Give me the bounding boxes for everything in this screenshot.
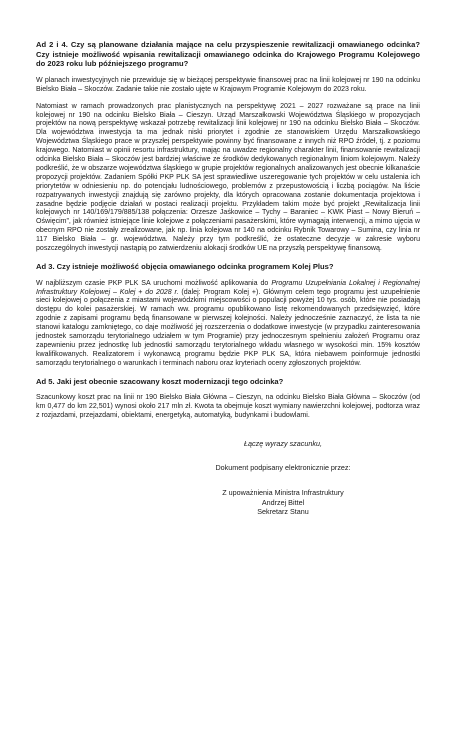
answer-ad-2-4-paragraph-1: W planach inwestycyjnych nie przewiduje się w bieżącej perspektywie finansowej prac na linii kolejowej nr 190 na odcinku Bielsko Biała – Skoczów. Zadanie takie nie zostało ujęte w Krajowym Programie Kolejowym do 2023 roku. — [36, 76, 420, 93]
question-ad-5: Ad 5. Jaki jest obecnie szacowany koszt modernizacji tego odcinka? — [36, 376, 284, 386]
e-signature-note: Dokument podpisany elektronicznie przez: — [215, 462, 351, 472]
signature-authority: Z upoważnienia Ministra Infrastruktury — [222, 488, 344, 498]
answer-ad-3 — [36, 280, 420, 369]
closing-greeting: Łączę wyrazy szacunku, — [244, 438, 322, 448]
program-name-italic: Programu Uzupełniania Lokalnej i Regionalnej Infrastruktury Kolejowej – Kolej + do 2028 r. — [36, 279, 420, 296]
answer-ad-5: Szacunkowy koszt prac na linii nr 190 Bielsko Biała Główna – Cieszyn, na odcinku Bielsko Biała Główna – Skoczów (od km 0,477 do km 22,501) wynosi około 217 mln zł. Kwota ta obejmuje koszt wymiany nawierzchni kolejowej, podtorza wraz z rozjazdami, przejazdami, obiektami, energetyką, automatyką, budynkami i budowlami. — [36, 394, 420, 420]
signature-title: Sekretarz Stanu — [257, 507, 309, 517]
answer-ad-3-text-start: W najbliższym czasie PKP PLK SA uruchomi możliwość aplikowania do — [36, 279, 272, 287]
signature-block — [36, 488, 420, 517]
signature-name: Andrzej Bittel — [261, 497, 305, 507]
answer-ad-2-4-paragraph-2: Natomiast w ramach prowadzonych prac planistycznych na perspektywę 2021 – 2027 rozważane są prace na linii kolejowej nr 190 na odcinku Bielsko Biała – Cieszyn. Urząd Marszałkowski Województwa Śląskiego w propozycjach projektów na nową perspektywę wskazał potrzebę rewitalizacji linii kolejowej nr 190 na odcinku Bielsko Biała – Skoczów. Dla województwa inwestycja ta ma jednak niski priorytet i zgodnie ze stanowiskiem Urzędu Marszałkowskiego Województwa Śląskiego prace w przyszłej perspektywie powinny być finansowane z innych niż RPO źródeł, tj. z poziomu krajowego. Natomiast w opinii resortu infrastruktury, mając na uwadze regionalny charakter linii, finansowanie rewitalizacji odcinka Bielsko Biała – Skoczów jest bardziej właściwe ze środków dedykowanych regionalnym liniom kolejowym. Należy podkreślić, że w obszarze województwa śląskiego w grupie projektów regionalnych analizowanych jest obecnie kilkanaście propozycji projektów. Zadaniem Spółki PKP PLK SA jest sprawiedliwe uszeregowanie tych projektów w celu ustalenia ich priorytetów w odniesieniu np. do potencjału ludnościowego, problemów z przepustowością i liczbą pociągów. Na liście rozpatrywanych inwestycji znajdują się zarówno projekty, dla których opracowana zostanie dokumentacja projektowa i zasadne będzie podjęcie działań w postaci realizacji projektu. Przykładem takim może być projekt „Rewitalizacja linii kolejowych nr 140/169/179/885/138 połączenia: Orzesze Jaśkowice – Tychy – Baraniec – KWK Piast – Nowy Bieruń – Oświęcim”, jak również istniejące linie kolejowe z połączeniami pasażerskimi, które wymagają interwencji, a mimo ujęcia w obecnym RPO nie zostały zrealizowane, jak np. linia kolejowa nr 140 na odcinku Rybnik Towarowy – Sumina, czy linia nr 117 Bielsko Biała – gr. województwa. Należy przy tym podkreślić, że ostateczne decyzje w zakresie wyboru poszczególnych inwestycji nastąpią po zatwierdzeniu alokacji środków UE na przyszłą perspektywę finansową. — [36, 102, 420, 253]
answer-ad-3-text-rest: (dalej: Program Kolej +). Głównym celem tego programu jest uzupełnienie sieci kolejowej o połączenia z miastami wojewódzkimi miejscowości o populacji powyżej 10 tys. osób, które nie posiadają dostępu do kolei pasażerskiej. W ramach ww. programu opublikowano listę rekomendowanych przedsięwzięć, które zgodnie z zapisami programu będą finansowane w pierwszej kolejności. Należy jednocześnie zaznaczyć, że lista ta nie stanowi katalogu zamkniętego, co daje możliwość jej rozszerzenia o dodatkowe inwestycje (w przypadku zainteresowania jednostek samorządu terytorialnego udziałem w tym Programie) przy jednoczesnym spełnieniu założeń Programu oraz zapewnieniu przez jednostkę lub jednostki samorządu terytorialnego wkładu własnego w wysokości min. 15% kosztów kwalifikowanych. Realizatorem i wykonawcą programu będzie PKP PLK SA, która niebawem poinformuje jednostki samorządu terytorialnego o warunkach i terminach naboru oraz kryteriach oceny zgłoszonych projektów. — [36, 288, 420, 367]
closing-block — [36, 439, 420, 472]
question-ad-2-4: Ad 2 i 4. Czy są planowane działania mające na celu przyspieszenie rewitalizacji omawianego odcinka? Czy istnieje możliwość wpisania rewitalizacji omawianego odcinka do Krajowego Programu Kolejowego do 2023 roku lub późniejszego programu? — [36, 40, 420, 69]
question-ad-3: Ad 3. Czy istnieje możliwość objęcia omawianego odcinka programem Kolej Plus? — [36, 262, 334, 271]
